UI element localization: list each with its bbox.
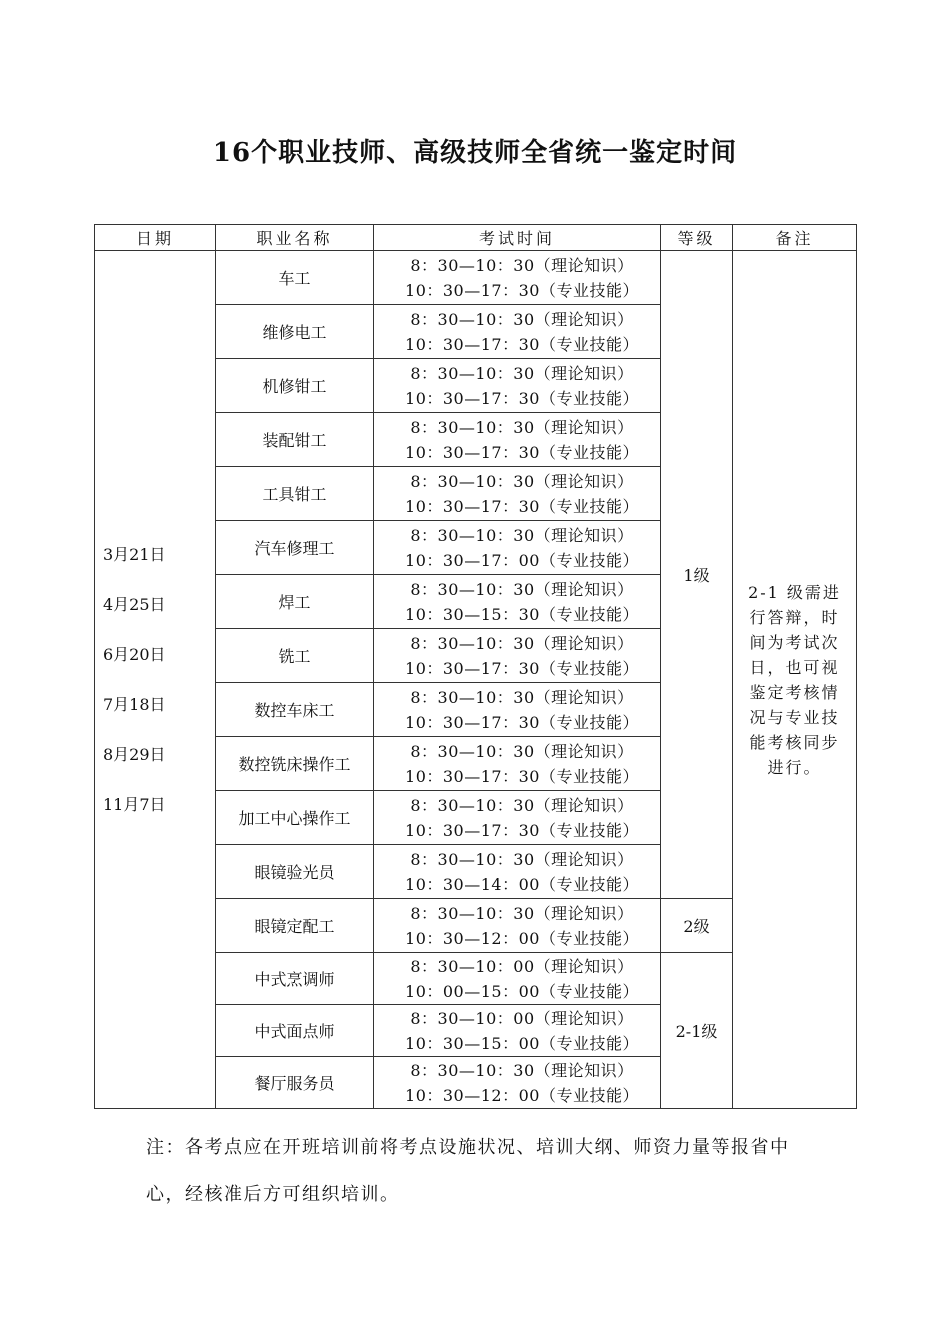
exam-time-cell [374,899,661,953]
skill-time: 10：30—17：30（专业技能） [405,388,639,408]
table-header-row [95,225,857,251]
occupation-name: 眼镜定配工 [216,899,374,953]
occupation-name: 中式烹调师 [216,953,374,1005]
exam-time-cell [374,737,661,791]
theory-time: 8：30—10：30（理论知识） [410,363,634,383]
theory-time: 8：30—10：30（理论知识） [410,471,634,491]
theory-time: 8：30—10：30（理论知识） [410,525,634,545]
exam-time-cell [374,683,661,737]
exam-time-cell [374,467,661,521]
occupation-name: 焊工 [216,575,374,629]
exam-date: 11月7日 [103,794,166,814]
skill-time: 10：30—17：30（专业技能） [405,334,639,354]
theory-time: 8：30—10：30（理论知识） [410,309,634,329]
occupation-name: 中式面点师 [216,1005,374,1057]
skill-time: 10：30—14：00（专业技能） [405,874,639,894]
occupation-name: 装配钳工 [216,413,374,467]
occupation-name: 餐厅服务员 [216,1057,374,1109]
occupation-name: 数控铣床操作工 [216,737,374,791]
remark-cell: 2-1 级需进行答辩，时间为考试次日，也可视鉴定考核情况与专业技能考核同步进行。 [733,251,857,1109]
document-title: 16个职业技师、高级技师全省统一鉴定时间 [212,138,738,168]
exam-time-cell [374,629,661,683]
grade-cell: 1级 [661,251,733,899]
exam-date: 8月29日 [103,744,166,764]
skill-time: 10：30—17：00（专业技能） [405,550,639,570]
occupation-name: 眼镜验光员 [216,845,374,899]
grade-cell: 2-1级 [661,953,733,1109]
occupation-name: 数控车床工 [216,683,374,737]
skill-time: 10：30—15：00（专业技能） [405,1033,639,1053]
occupation-name: 汽车修理工 [216,521,374,575]
theory-time: 8：30—10：00（理论知识） [410,956,634,976]
header-remark: 备注 [733,225,857,251]
exam-time-cell [374,413,661,467]
theory-time: 8：30—10：30（理论知识） [410,849,634,869]
skill-time: 10：30—17：30（专业技能） [405,712,639,732]
theory-time: 8：30—10：30（理论知识） [410,417,634,437]
exam-date: 6月20日 [103,644,166,664]
skill-time: 10：00—15：00（专业技能） [405,981,639,1001]
occupation-name: 工具钳工 [216,467,374,521]
skill-time: 10：30—12：00（专业技能） [405,1085,639,1105]
schedule-table [94,224,857,1109]
exam-time-cell [374,359,661,413]
skill-time: 10：30—17：30（专业技能） [405,442,639,462]
header-date: 日期 [95,225,216,251]
exam-time-cell [374,305,661,359]
skill-time: 10：30—17：30（专业技能） [405,766,639,786]
exam-date: 3月21日 [103,544,166,564]
header-exam-time: 考试时间 [374,225,661,251]
skill-time: 10：30—17：30（专业技能） [405,820,639,840]
theory-time: 8：30—10：00（理论知识） [410,1008,634,1028]
skill-time: 10：30—17：30（专业技能） [405,280,639,300]
skill-time: 10：30—15：30（专业技能） [405,604,639,624]
theory-time: 8：30—10：30（理论知识） [410,741,634,761]
exam-time-cell [374,845,661,899]
theory-time: 8：30—10：30（理论知识） [410,579,634,599]
skill-time: 10：30—17：30（专业技能） [405,658,639,678]
occupation-name: 机修钳工 [216,359,374,413]
exam-date: 4月25日 [103,594,166,614]
exam-time-cell [374,953,661,1005]
occupation-name: 车工 [216,251,374,305]
theory-time: 8：30—10：30（理论知识） [410,687,634,707]
occupation-name: 铣工 [216,629,374,683]
skill-time: 10：30—12：00（专业技能） [405,928,639,948]
exam-time-cell [374,251,661,305]
table-row [95,251,857,305]
exam-time-cell [374,1005,661,1057]
exam-time-cell [374,791,661,845]
exam-dates-cell [95,251,216,1109]
skill-time: 10：30—17：30（专业技能） [405,496,639,516]
theory-time: 8：30—10：30（理论知识） [410,255,634,275]
exam-time-cell [374,521,661,575]
occupation-name: 维修电工 [216,305,374,359]
grade-cell: 2级 [661,899,733,953]
footnote: 注：各考点应在开班培训前将考点设施状况、培训大纲、师资力量等报省中心，经核准后方可组织培训。 [146,1137,790,1205]
theory-time: 8：30—10：30（理论知识） [410,795,634,815]
theory-time: 8：30—10：30（理论知识） [410,903,634,923]
header-occupation: 职业名称 [216,225,374,251]
header-grade: 等级 [661,225,733,251]
exam-time-cell [374,1057,661,1109]
exam-time-cell [374,575,661,629]
theory-time: 8：30—10：30（理论知识） [410,633,634,653]
theory-time: 8：30—10：30（理论知识） [410,1060,634,1080]
occupation-name: 加工中心操作工 [216,791,374,845]
exam-date: 7月18日 [103,694,166,714]
